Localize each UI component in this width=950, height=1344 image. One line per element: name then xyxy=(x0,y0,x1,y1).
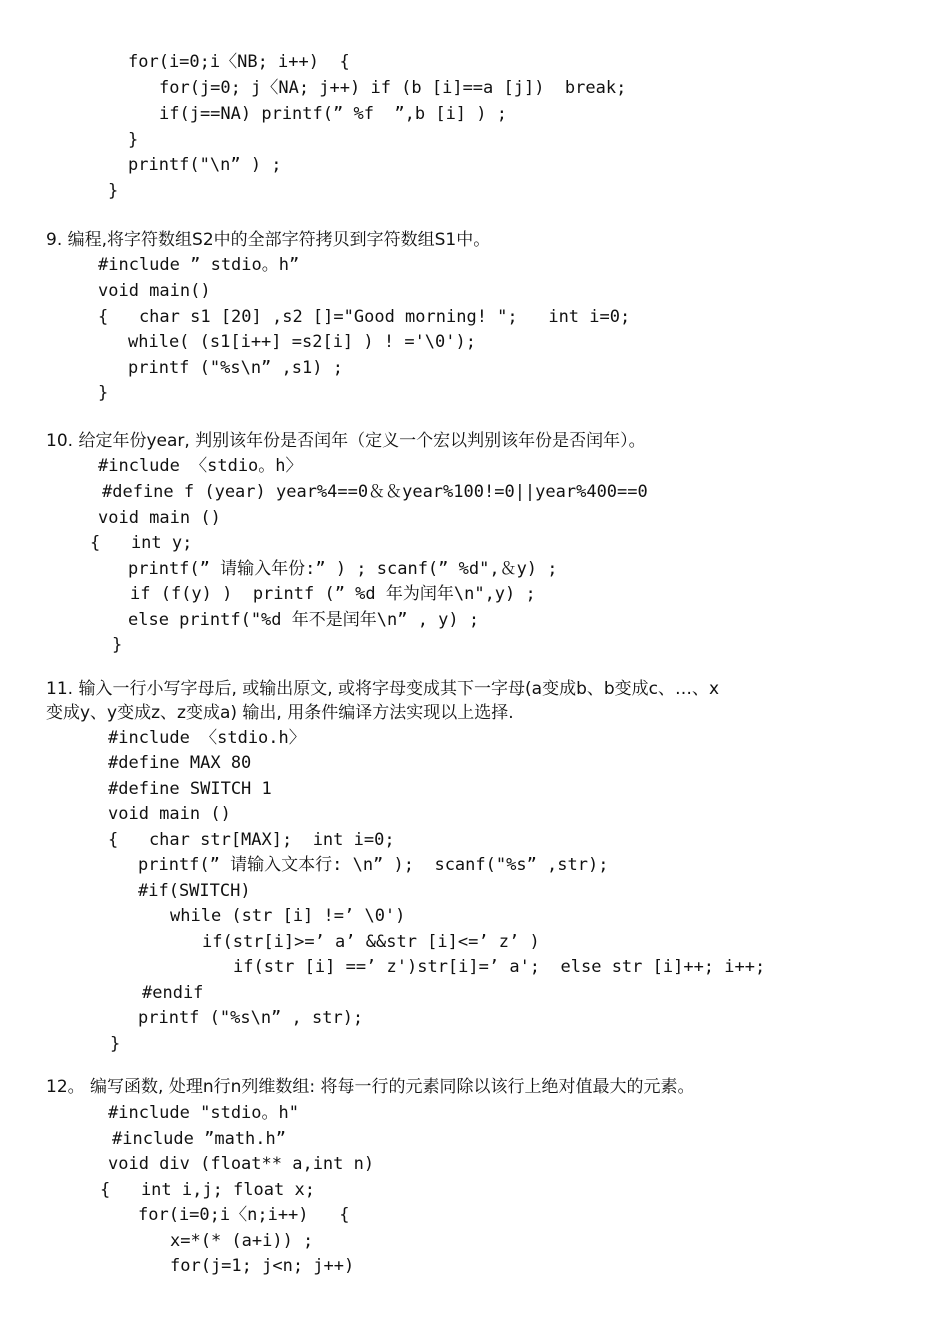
code-line: for(i=0;i〈NB; i++) { xyxy=(128,52,350,72)
question-12-title: 12。 编写函数, 处理n行n列维数组: 将每一行的元素同除以该行上绝对值最大的元素。 xyxy=(46,1077,695,1097)
code-line: #if(SWITCH) xyxy=(138,881,251,901)
question-9-title: 9. 编程,将字符数组S2中的全部字符拷贝到字符数组S1中。 xyxy=(46,230,491,250)
code-line: printf(” 请输入年份:” ) ; scanf(” %d",＆y) ; xyxy=(128,559,558,579)
code-line: #define MAX 80 xyxy=(108,753,252,773)
question-11-title: 11. 输入一行小写字母后, 或输出原文, 或将字母变成其下一字母(a变成b、b变成c、…、x xyxy=(46,679,720,699)
code-line: { char s1 [20] ,s2 []="Good morning! "; int i=0; xyxy=(98,307,631,327)
code-line: for(j=1; j<n; j++) xyxy=(170,1256,355,1276)
code-line: for(i=0;i〈n;i++) { xyxy=(138,1205,350,1225)
code-line: if (f(y) ) printf (” %d 年为闰年\n",y) ; xyxy=(130,584,536,604)
code-line: #define f (year) year%4==0＆＆year%100!=0||year%400==0 xyxy=(102,482,648,502)
code-line: for(j=0; j〈NA; j++) if (b [i]==a [j]) break; xyxy=(159,78,627,98)
code-line: #include "stdio。h" xyxy=(108,1103,299,1123)
code-line: printf ("%s\n” , str); xyxy=(138,1008,364,1028)
code-line: #include ”math.h” xyxy=(112,1129,286,1149)
code-line: void main () xyxy=(108,804,231,824)
code-line: void main () xyxy=(98,508,221,528)
code-line: void div (float** a,int n) xyxy=(108,1154,375,1174)
code-line: if(str[i]>=’ a’ &&str [i]<=’ z’ ) xyxy=(202,932,540,952)
code-line: else printf("%d 年不是闰年\n” , y) ; xyxy=(128,610,480,630)
code-line: if(str [i] ==’ z')str[i]=’ a'; else str [i]++; i++; xyxy=(233,957,766,977)
code-line: while (str [i] !=’ \0') xyxy=(170,906,406,926)
code-line: #include ” stdio。h” xyxy=(98,255,300,275)
code-line: { int y; xyxy=(90,533,193,553)
code-line: { char str[MAX]; int i=0; xyxy=(108,830,395,850)
code-line: printf(” 请输入文本行: \n” ); scanf("%s” ,str); xyxy=(138,855,609,875)
code-line: printf("\n” ) ; xyxy=(128,155,282,175)
code-line: x=*(* (a+i)) ; xyxy=(170,1231,314,1251)
code-line: printf ("%s\n” ,s1) ; xyxy=(128,358,343,378)
code-line: #include 〈stdio。h〉 xyxy=(98,456,303,476)
code-line: #endif xyxy=(142,983,204,1003)
code-line: } xyxy=(108,181,119,201)
code-line: while( (s1[i++] =s2[i] ) ! ='\0'); xyxy=(128,332,476,352)
code-line: void main() xyxy=(98,281,211,301)
code-line: { int i,j; float x; xyxy=(100,1180,315,1200)
code-line: } xyxy=(128,130,139,150)
code-line: #include 〈stdio.h〉 xyxy=(108,728,306,748)
code-line: #define SWITCH 1 xyxy=(108,779,272,799)
code-line: if(j==NA) printf(” %f ”,b [i] ) ; xyxy=(159,104,507,124)
code-line: } xyxy=(110,1034,121,1054)
question-11-title-cont: 变成y、y变成z、z变成a) 输出, 用条件编译方法实现以上选择. xyxy=(46,703,514,723)
code-line: } xyxy=(98,383,109,403)
code-line: } xyxy=(112,635,123,655)
question-10-title: 10. 给定年份year, 判别该年份是否闰年（定义一个宏以判别该年份是否闰年）。 xyxy=(46,431,646,451)
